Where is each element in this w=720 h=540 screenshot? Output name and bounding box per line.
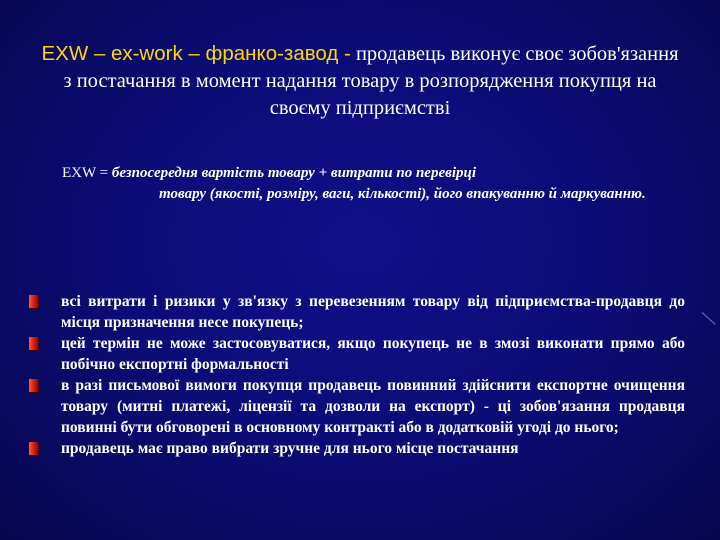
bullet-list (29, 291, 685, 459)
bullet-marker-icon (29, 295, 38, 308)
bullet-text: всі витрати і ризики у зв'язку з перевезенням товару від підприємства-продавця до місця призначення несе покупець; (61, 293, 685, 331)
formula-block (62, 163, 660, 205)
list-item (29, 291, 685, 333)
list-item (29, 438, 685, 459)
bullet-text: цей термін не може застосовуватися, якщо покупець не в змозі виконати прямо або побічно експортні формальності (61, 335, 685, 373)
list-item (29, 333, 685, 375)
list-item (29, 375, 685, 438)
title-definition: продавець виконує своє зобов'язання з постачання в момент надання товару в розпорядження покупця на своєму підприємстві (63, 43, 679, 119)
bullet-marker-icon (29, 442, 38, 455)
formula-line-2: товару (якості, розміру, ваги, кількості), його впакуванню й маркуванню. (159, 186, 646, 202)
title-term: EXW – ex-work – франко-завод - (41, 42, 351, 65)
bullet-text: в разі письмової вимоги покупця продавець повинний здійснити експортне очищення товару (митні платежі, ліцензії та дозволи на експорт) - ці зобов'язання продавця повинні бути обговорені в основному контракті або в додатковій угоді до нього; (61, 377, 685, 436)
bullet-marker-icon (29, 337, 38, 350)
formula-term: EXW (62, 165, 96, 181)
slide-title (40, 40, 680, 122)
formula-line-1: безпосередня вартість товару + витрати по перевірці (111, 165, 476, 181)
bullet-text: продавець має право вибрати зручне для нього місце постачання (61, 440, 519, 457)
decorative-line (702, 312, 716, 325)
bullet-marker-icon (29, 379, 38, 392)
formula-equals: = (95, 165, 112, 181)
